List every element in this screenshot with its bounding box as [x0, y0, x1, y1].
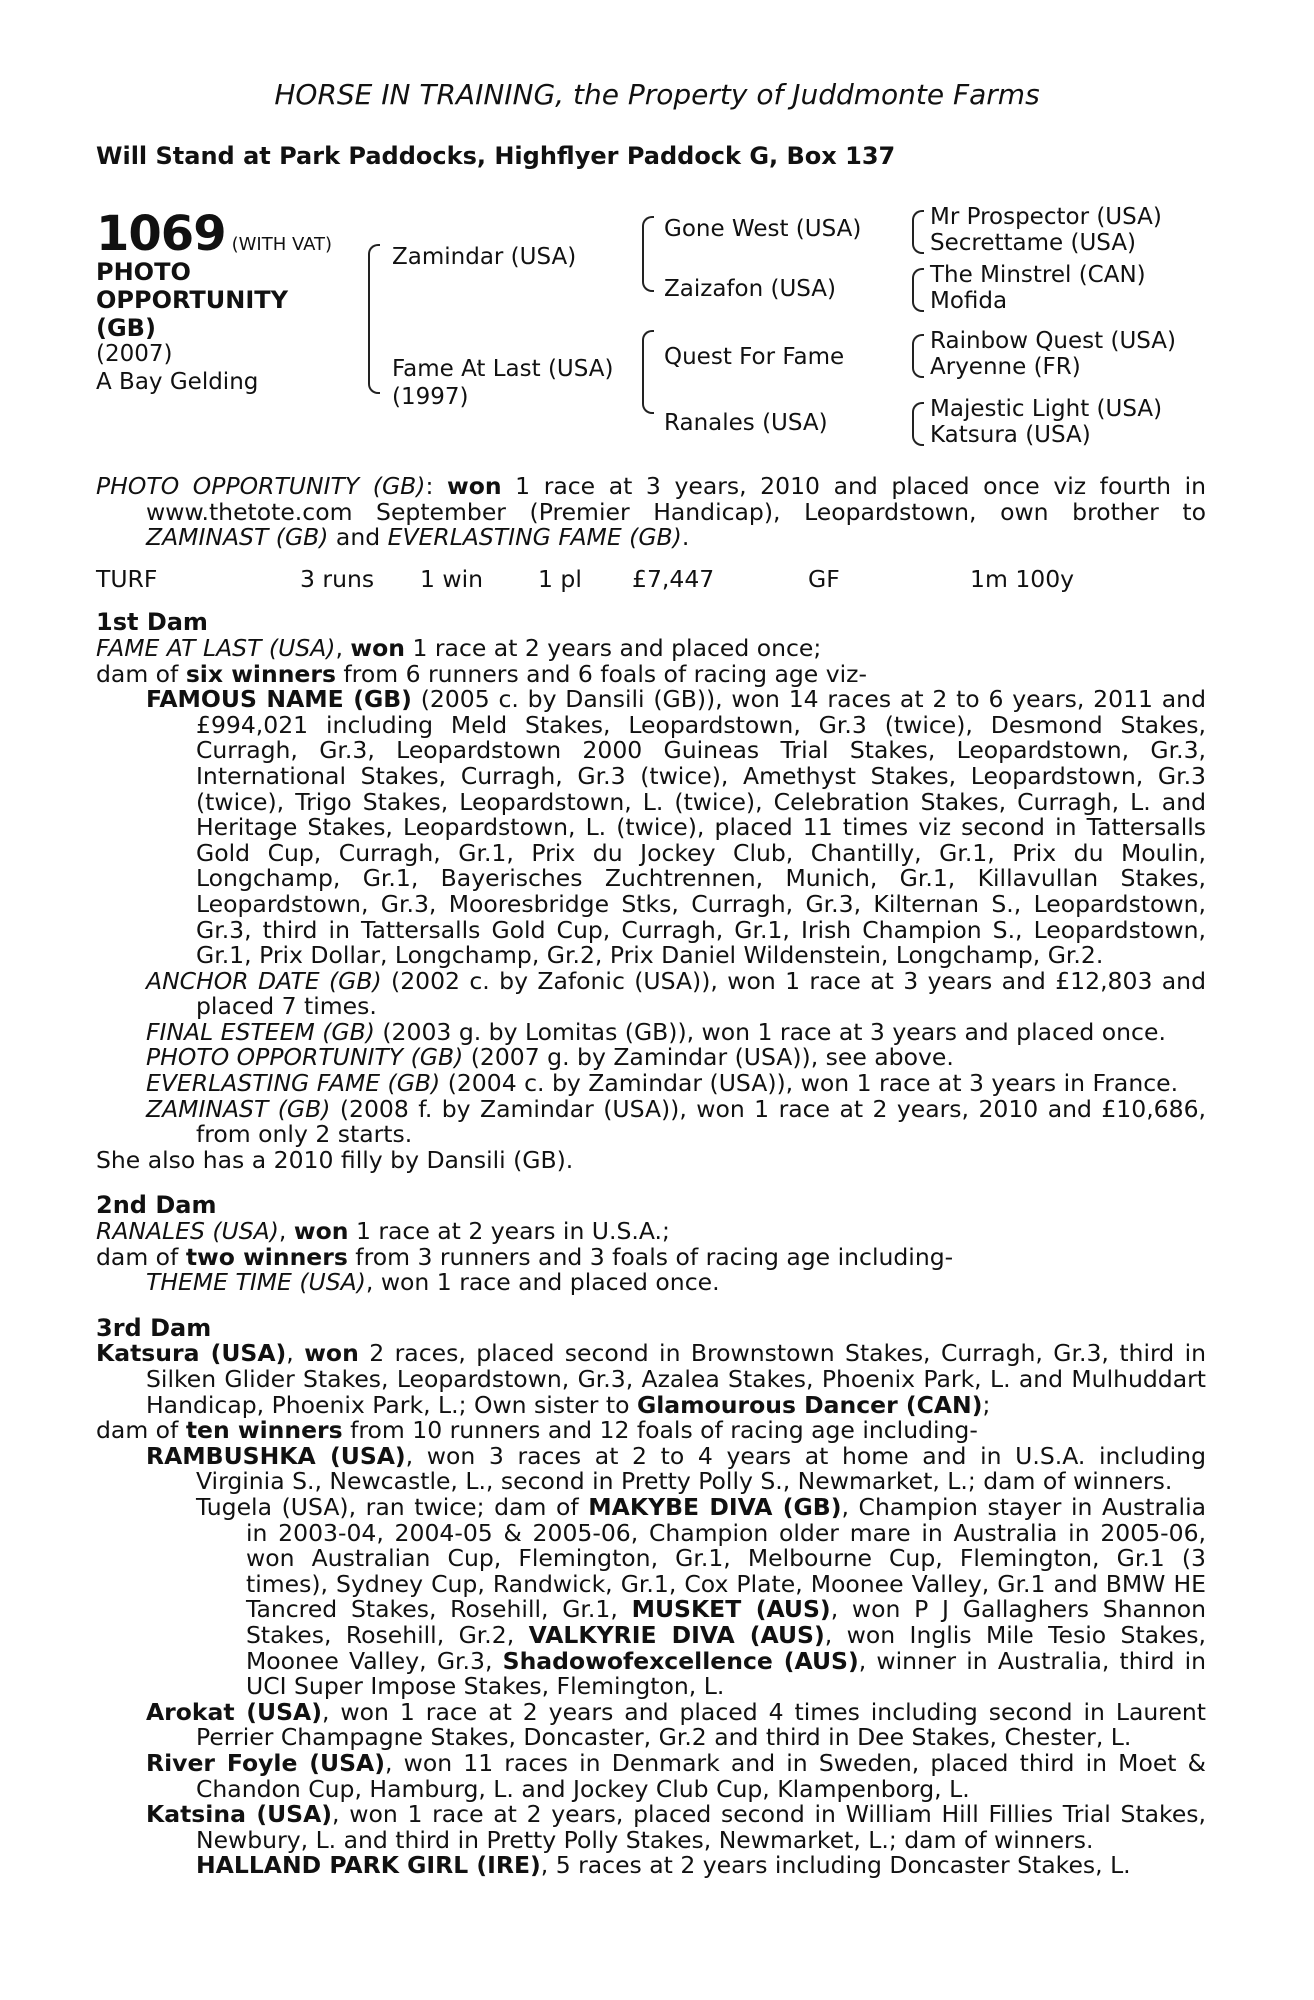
produce-text: (2003 g. by Lomitas (GB)), won 1 race at 3 years and placed once.	[374, 1017, 1166, 1046]
intro-text: and	[328, 523, 388, 552]
text: , won Inglis Mile Tesio Stakes, Moonee Valley, Gr.3,	[246, 1620, 1207, 1675]
pedigree-sdd: Mofida	[930, 288, 1008, 314]
horse-name-line: PHOTO	[96, 258, 191, 286]
pedigree-brace	[642, 216, 654, 292]
pedigree-sire-sire: Gone West (USA)	[664, 216, 862, 242]
produce-text: (2008 f. by Zamindar (USA)), won 1 race at 2 years, 2010 and £10,686, from only 2 starts.	[196, 1094, 1206, 1149]
produce-name: THEME TIME (USA)	[146, 1268, 366, 1297]
record-placed: 1 pl	[538, 564, 582, 593]
section-heading: 3rd Dam	[96, 1313, 212, 1342]
horse-ref: PHOTO OPPORTUNITY (GB)	[96, 472, 426, 500]
catalogue-body	[96, 474, 1206, 1879]
produce-sub-entry	[96, 1492, 1207, 1701]
produce-name: HALLAND PARK GIRL (IRE)	[196, 1851, 541, 1880]
lot-number-block	[96, 206, 332, 262]
horse-description: A Bay Gelding	[96, 369, 259, 395]
pedigree-sss: Mr Prospector (USA)	[930, 204, 1162, 230]
pedigree-dsd: Aryenne (FR)	[930, 354, 1081, 380]
produce-name: ZAMINAST (GB)	[146, 1094, 331, 1123]
produce-name: FINAL ESTEEM (GB)	[146, 1017, 375, 1046]
produce-name: EVERLASTING FAME (GB)	[146, 1069, 441, 1098]
dam-name: Katsura (USA)	[96, 1339, 287, 1368]
vat-label: (WITH VAT)	[231, 234, 333, 255]
dam-line: RANALES (USA), won 1 race at 2 years in U.S.A.;	[96, 1217, 670, 1246]
text: , Champion stayer in Australia in 2003-04, 2004-05 & 2005-06, Champion older mare in Australia in 2005-06, won Australian Cup, Flemington, Gr.1, Melbourne Cup, Flemington, Gr.1 (3 times), Sydney Cup, Randwick, Gr.1, Cox Plate, Moonee Valley, Gr.1 and BMW HE Tancred Stakes, Rosehill, Gr.1,	[246, 1492, 1206, 1624]
produce-line	[96, 659, 1206, 688]
text: , winner in Australia, third in UCI Super Impose Stakes, Flemington, L.	[246, 1646, 1207, 1701]
produce-text: , won 1 race at 2 years, placed second in William Hill Fillies Trial Stakes, Newbury, L. and third in Pretty Polly Stakes, Newmarket, L.; dam of winners.	[196, 1800, 1206, 1854]
produce-name: Arokat (USA)	[146, 1697, 322, 1726]
dam-text: 2 races, placed second in Brownstown Stakes, Curragh, Gr.3, third in Silken Glider Stakes, Leopardstown, Gr.3, Azalea Stakes, Phoenix Park, L. and Mulhuddart Handicap, Phoenix Park, L.; Own sister to	[146, 1339, 1207, 1419]
produce-text: (2005 c. by Dansili (GB)), won 14 races at 2 to 6 years, 2011 and £994,021 including Meld Stakes, Leopardstown, Gr.3 (twice), Desmond Stakes, Curragh, Gr.3, Leopardstown 2000 Guineas Trial Stakes, Leopardstown, Gr.3, International Stakes, Curragh, Gr.3 (twice), Amethyst Stakes, Leopardstown, Gr.3 (twice), Trigo Stakes, Leopardstown, L. (twice), Celebration Stakes, Curragh, L. and Heritage Stakes, Leopardstown, L. (twice), placed 11 times viz second in Tattersalls Gold Cup, Curragh, Gr.1, Prix du Jockey Club, Chantilly, Gr.1, Prix du Moulin, Longchamp, Gr.1, Bayerisches Zuchtrennen, Munich, Gr.1, Killavullan Stakes, Leopardstown, Gr.3, Mooresbridge Stks, Curragh, Gr.3, Kilternan S., Leopardstown, Gr.3, third in Tattersalls Gold Cup, Curragh, Gr.1, Irish Champion S., Leopardstown, Gr.1, Prix Dollar, Longchamp, Gr.2, Prix Daniel Wildenstein, Longchamp, Gr.2.	[196, 685, 1206, 970]
text: from 10 runners and 12 foals of racing age including-	[342, 1416, 978, 1445]
dam-name: FAME AT LAST (USA)	[96, 633, 336, 662]
pedigree-brace	[912, 268, 924, 312]
produce-name: Shadowofexcellence (AUS)	[502, 1646, 859, 1675]
produce-entry	[96, 1045, 1206, 1071]
text: from 3 runners and 3 foals of racing age including-	[347, 1242, 954, 1271]
pedigree-dam-dam: Ranales (USA)	[664, 410, 828, 436]
produce-entry	[96, 1017, 1206, 1046]
won-label: won	[293, 1217, 349, 1246]
pedigree-ddd: Katsura (USA)	[930, 422, 1091, 448]
lot-number: 1069	[96, 206, 226, 262]
record-prize: £7,447	[632, 564, 715, 593]
sibling-ref: ZAMINAST (GB)	[146, 523, 329, 552]
text: dam of	[96, 1242, 186, 1271]
produce-name: MUSKET (AUS)	[631, 1595, 831, 1624]
record-runs: 3 runs	[300, 564, 375, 593]
produce-text: , won 11 races in Denmark and in Sweden, placed third in Moet & Chandon Cup, Hamburg, L. and Jockey Club Cup, Klampenborg, L.	[196, 1748, 1206, 1803]
produce-name: PHOTO OPPORTUNITY (GB)	[146, 1043, 464, 1072]
produce-sub-entry	[96, 1853, 1206, 1879]
also-line: She also has a 2010 filly by Dansili (GB).	[96, 1145, 574, 1174]
pedigree-dam-sire: Quest For Fame	[664, 344, 845, 370]
produce-entry	[96, 1802, 1206, 1853]
winners-count: two winners	[185, 1242, 348, 1271]
text: dam of	[96, 659, 186, 688]
pedigree-dam-year: (1997)	[392, 384, 469, 410]
pedigree-dam: Fame At Last (USA)	[392, 356, 614, 382]
won-label: won	[304, 1339, 359, 1368]
pedigree-ssd: Secrettame (USA)	[930, 230, 1137, 256]
horse-name-line: OPPORTUNITY	[96, 286, 289, 314]
produce-name: RAMBUSHKA (USA)	[146, 1441, 406, 1470]
produce-text: (2007 g. by Zamindar (USA)), see above.	[463, 1043, 954, 1072]
produce-entry	[96, 1094, 1206, 1149]
produce-entry	[96, 1071, 1206, 1097]
sibling-ref: Glamourous Dancer (CAN)	[636, 1390, 983, 1419]
record-going: GF	[808, 564, 840, 593]
winners-count: six winners	[185, 659, 336, 688]
produce-line	[96, 1418, 1206, 1444]
section-heading: 1st Dam	[96, 608, 208, 637]
text: Tugela (USA), ran twice; dam of	[196, 1492, 589, 1521]
produce-name: VALKYRIE DIVA (AUS)	[528, 1620, 825, 1649]
pedigree-sire: Zamindar (USA)	[392, 244, 577, 270]
produce-name: FAMOUS NAME (GB)	[146, 685, 412, 714]
winners-count: ten winners	[185, 1416, 343, 1445]
horse-name-line: (GB)	[96, 314, 156, 342]
dam-line: FAME AT LAST (USA), won 1 race at 2 years and placed once;	[96, 633, 822, 662]
page-header: HORSE IN TRAINING, the Property of Juddmonte Farms	[274, 78, 1040, 111]
intro-text: 1 race at 3 years, 2010 and placed once viz fourth in www.thetote.com September (Premier Handicap), Leopardstown, own brother to	[146, 472, 1206, 526]
pedigree-brace	[912, 334, 924, 378]
sibling-ref: EVERLASTING FAME (GB)	[387, 523, 682, 552]
race-record	[96, 564, 1206, 593]
produce-name: Katsina (USA)	[146, 1800, 333, 1829]
section-heading: 2nd Dam	[96, 1191, 217, 1220]
produce-entry	[96, 966, 1206, 1021]
pedigree-brace	[368, 244, 380, 394]
won-label: won	[350, 633, 405, 662]
produce-text: , won 1 race and placed once.	[365, 1268, 720, 1297]
produce-entry	[96, 1748, 1206, 1803]
produce-entry	[96, 687, 1206, 969]
intro-text: .	[681, 523, 690, 552]
text: from 6 runners and 6 foals of racing age viz-	[335, 659, 867, 688]
dam-line: Katsura (USA), won 2 races, placed second in Brownstown Stakes, Curragh, Gr.3, third in Silken Glider Stakes, Leopardstown, Gr.3, Azalea Stakes, Phoenix Park, L. and Mulhuddart Handicap, Phoenix Park, L.; Own sister to Glamourous Dancer (CAN);	[96, 1339, 1207, 1419]
dam-name: RANALES (USA)	[96, 1217, 279, 1246]
dam-text: 1 race at 2 years and placed once;	[405, 633, 822, 662]
produce-name: ANCHOR DATE (GB)	[146, 966, 382, 995]
intro-paragraph: PHOTO OPPORTUNITY (GB): won 1 race at 3 years, 2010 and placed once viz fourth in www.thetote.com September (Premier Handicap), Leopardstown, own brother to ZAMINAST (GB) and EVERLASTING FAME (GB).	[96, 472, 1206, 552]
produce-text: , 5 races at 2 years including Doncaster Stakes, L.	[540, 1851, 1131, 1880]
stand-location: Will Stand at Park Paddocks, Highflyer Paddock G, Box 137	[96, 142, 896, 170]
pedigree-dds: Majestic Light (USA)	[930, 396, 1163, 422]
produce-line	[96, 1242, 1206, 1271]
pedigree-brace	[912, 402, 924, 446]
text: , won P J Gallaghers Shannon Stakes, Rosehill, Gr.2,	[246, 1595, 1206, 1649]
produce-text: , won 3 races at 2 to 4 years at home and in U.S.A. including Virginia S., Newcastle, L., second in Pretty Polly S., Newmarket, L.; dam of winners.	[196, 1441, 1206, 1496]
record-wins: 1 win	[420, 564, 484, 593]
pedigree-dss: Rainbow Quest (USA)	[930, 328, 1177, 354]
text: dam of	[96, 1416, 186, 1445]
horse-foaling-year: (2007)	[96, 341, 173, 367]
pedigree-sire-dam: Zaizafon (USA)	[664, 276, 837, 302]
produce-entry	[96, 1441, 1206, 1496]
pedigree-brace	[642, 330, 654, 414]
pedigree-sds: The Minstrel (CAN)	[930, 262, 1146, 288]
produce-text: (2002 c. by Zafonic (USA)), won 1 race at 3 years and £12,803 and placed 7 times.	[196, 966, 1206, 1021]
produce-name: MAKYBE DIVA (GB)	[588, 1492, 842, 1521]
produce-text: (2004 c. by Zamindar (USA)), won 1 race at 3 years in France.	[440, 1069, 1179, 1098]
produce-text: , won 1 race at 2 years and placed 4 times including second in Laurent Perrier Champagne Stakes, Doncaster, Gr.2 and third in Dee Stakes, Chester, L.	[196, 1697, 1207, 1752]
record-distance: 1m 100y	[970, 564, 1075, 593]
horse-details	[96, 340, 258, 396]
produce-entry	[96, 1270, 1206, 1296]
dam-text: 1 race at 2 years in U.S.A.;	[348, 1217, 670, 1246]
produce-name: River Foyle (USA)	[146, 1748, 385, 1777]
produce-entry	[96, 1697, 1207, 1752]
pedigree-brace	[912, 210, 924, 254]
won-label: won	[446, 472, 502, 500]
record-surface: TURF	[96, 564, 158, 593]
horse-name	[96, 258, 288, 342]
